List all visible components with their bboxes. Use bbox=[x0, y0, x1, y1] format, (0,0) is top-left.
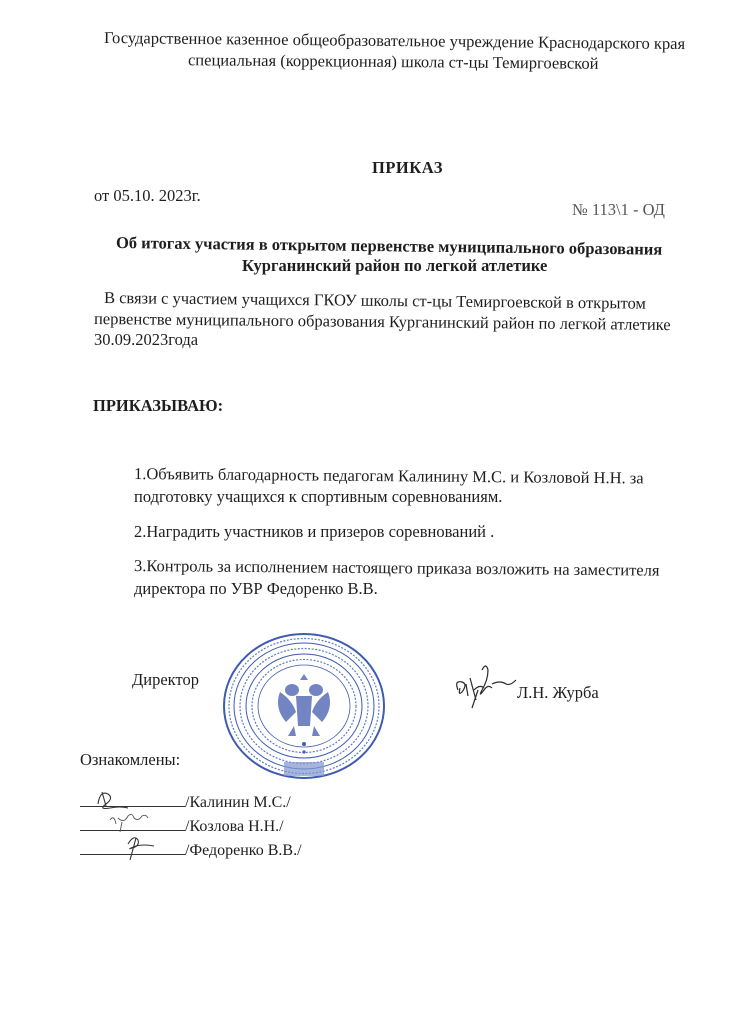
preamble-line1: В связи с участием учащихся ГКОУ школы ст-цы Темиргоевской в открытом bbox=[103, 288, 647, 313]
order-item-1-line1: 1.Объявить благодарность педагогам Калинину М.С. и Козловой Н.Н. за bbox=[133, 464, 644, 488]
signatory-role: Директор bbox=[132, 670, 199, 689]
order-item-1-line2: подготовку учащихся к спортивным соревнованиям. bbox=[134, 487, 503, 506]
institution-name-line2: специальная (коррекционная) школа ст-цы Темиргоевской bbox=[187, 50, 599, 73]
order-number: № 113\1 - ОД bbox=[572, 200, 665, 219]
preamble-line2: первенстве муниципального образования Курганинский район по легкой атлетике bbox=[93, 309, 671, 335]
preamble-line3: 30.09.2023года bbox=[94, 330, 199, 349]
order-subject-line2: Курганинский район по легкой атлетике bbox=[242, 256, 548, 275]
order-item-2: 2.Наградить участников и призеров соревнований . bbox=[134, 522, 495, 541]
acknowledged-person: /Калинин М.С./ bbox=[185, 794, 291, 811]
directive-heading: ПРИКАЗЫВАЮ: bbox=[93, 396, 224, 415]
order-item-3-line2: директора по УВР Федоренко В.В. bbox=[134, 579, 378, 598]
order-subject-line1: Об итогах участия в открытом первенстве муниципального образования bbox=[115, 233, 663, 259]
order-title: ПРИКАЗ bbox=[372, 158, 443, 177]
coat-of-arms-icon bbox=[278, 674, 330, 736]
director-signature bbox=[452, 660, 522, 710]
official-stamp bbox=[222, 632, 386, 780]
order-item-3-line1: 3.Контроль за исполнением настоящего приказа возложить на заместителя bbox=[133, 556, 660, 580]
institution-name-line1: Государственное казенное общеобразовательное учреждение Краснодарского края bbox=[103, 28, 686, 54]
acknowledged-person: /Федоренко В.В./ bbox=[185, 842, 302, 859]
acknowledged-person: /Козлова Н.Н./ bbox=[185, 818, 284, 835]
order-date: от 05.10. 2023г. bbox=[94, 186, 201, 205]
signatory-name: Л.Н. Журба bbox=[517, 683, 599, 702]
acknowledgement-signatures bbox=[88, 784, 188, 864]
acknowledged-label: Ознакомлены: bbox=[80, 750, 181, 769]
